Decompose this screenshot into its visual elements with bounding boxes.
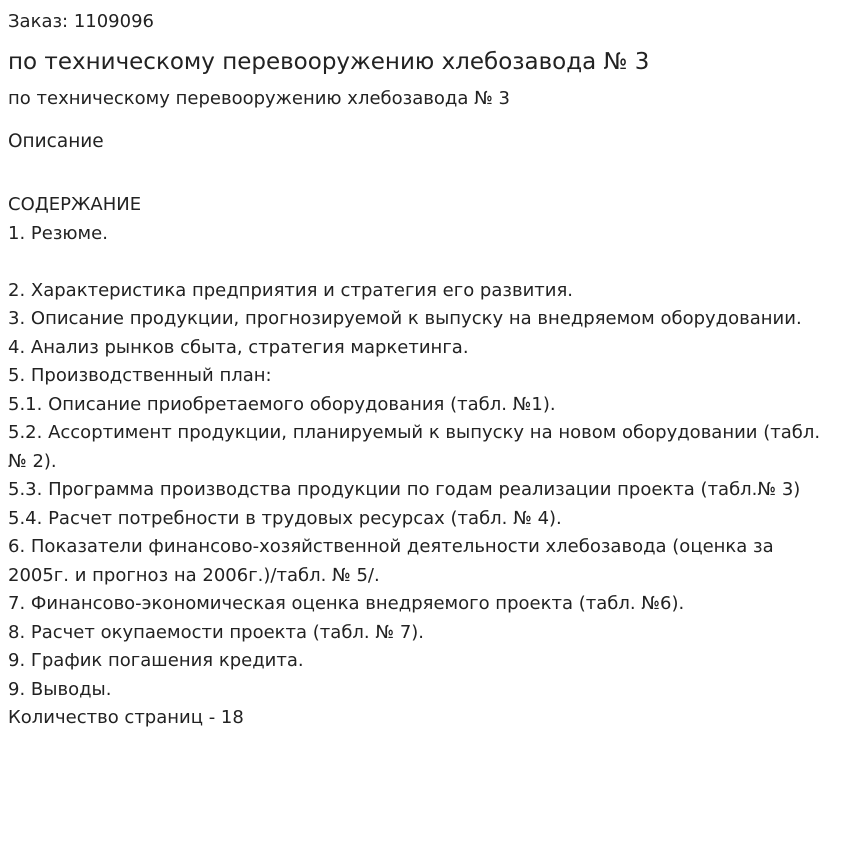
contents-item-5-2: 5.2. Ассортимент продукции, планируемый к выпуску на новом оборудовании (табл. № 2). xyxy=(8,422,821,472)
contents-item-3: 3. Описание продукции, прогнозируемой к выпуску на внедряемом оборудовании. xyxy=(8,308,802,329)
contents-item-7: 7. Финансово-экономическая оценка внедряемого проекта (табл. №6). xyxy=(8,593,685,614)
contents-item-4: 4. Анализ рынков сбыта, стратегия маркетинга. xyxy=(8,336,469,358)
description-heading: Описание xyxy=(8,131,104,152)
contents-item-2: 2. Характеристика предприятия и стратегия его развития. xyxy=(8,279,573,301)
contents-item-8: 8. Расчет окупаемости проекта (табл. № 7). xyxy=(8,621,425,643)
order-number: Заказ: 1109096 xyxy=(8,11,154,32)
contents-item-5-4: 5.4. Расчет потребности в трудовых ресурсах (табл. № 4). xyxy=(8,507,562,529)
contents-heading: СОДЕРЖАНИЕ xyxy=(8,194,142,215)
page-title: по техническому перевооружению хлебозавода № 3 xyxy=(8,49,650,75)
page-subtitle: по техническому перевооружению хлебозавода № 3 xyxy=(8,88,510,109)
contents-item-5: 5. Производственный план: xyxy=(8,365,272,386)
page-count: Количество страниц - 18 xyxy=(8,707,244,728)
contents-item-5-1: 5.1. Описание приобретаемого оборудования (табл. №1). xyxy=(8,393,556,415)
contents-block xyxy=(8,191,834,733)
contents-item-6: 6. Показатели финансово-хозяйственной деятельности хлебозавода (оценка за 2005г. и прогноз на 2006г.)/табл. № 5/. xyxy=(8,536,774,586)
contents-item-9a: 9. График погашения кредита. xyxy=(8,650,304,671)
contents-item-blank xyxy=(8,248,834,277)
contents-item-5-3: 5.3. Программа производства продукции по годам реализации проекта (табл.№ 3) xyxy=(8,479,801,500)
contents-item-1: 1. Резюме. xyxy=(8,222,108,244)
contents-item-9b: 9. Выводы. xyxy=(8,678,112,700)
